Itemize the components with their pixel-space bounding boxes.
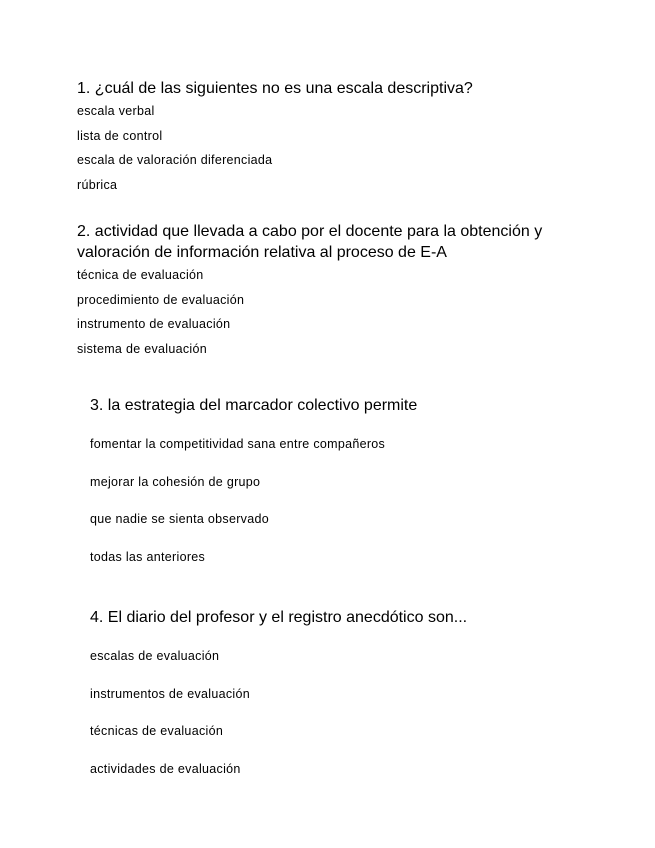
option-1a[interactable]: escala verbal <box>77 104 155 118</box>
question-3-options <box>90 426 650 576</box>
option-3d[interactable]: todas las anteriores <box>90 549 206 564</box>
question-3-text: 3. la estrategia del marcador colectivo permite <box>90 397 418 414</box>
option-3b[interactable]: mejorar la cohesión de grupo <box>90 474 261 489</box>
question-4 <box>90 607 650 788</box>
option-1b[interactable]: lista de control <box>77 128 163 143</box>
option-4c[interactable]: técnicas de evaluación <box>90 724 224 738</box>
option-4d[interactable]: actividades de evaluación <box>90 761 241 776</box>
question-1 <box>77 78 637 197</box>
option-2b[interactable]: procedimiento de evaluación <box>77 292 245 307</box>
question-4-text: 4. El diario del profesor y el registro anecdótico son... <box>90 609 468 626</box>
option-4b[interactable]: instrumentos de evaluación <box>90 686 250 701</box>
option-2c[interactable]: instrumento de evaluación <box>77 317 231 331</box>
question-2-options <box>77 263 557 361</box>
option-4a[interactable]: escalas de evaluación <box>90 649 220 663</box>
option-1d[interactable]: rúbrica <box>77 177 118 192</box>
option-3a[interactable]: fomentar la competitividad sana entre compañeros <box>90 437 386 451</box>
question-1-options <box>77 99 637 197</box>
option-2a[interactable]: técnica de evaluación <box>77 268 204 282</box>
option-1c[interactable]: escala de valoración diferenciada <box>77 153 273 167</box>
question-4-options <box>90 638 650 788</box>
option-3c[interactable]: que nadie se sienta observado <box>90 512 269 526</box>
option-2d[interactable]: sistema de evaluación <box>77 341 207 356</box>
question-2-text: 2. actividad que llevada a cabo por el docente para la obtención y valoración de información relativa al proceso de E-A <box>77 223 543 261</box>
question-2 <box>77 221 557 361</box>
question-3 <box>90 395 650 576</box>
question-1-text: 1. ¿cuál de las siguientes no es una escala descriptiva? <box>77 80 473 97</box>
